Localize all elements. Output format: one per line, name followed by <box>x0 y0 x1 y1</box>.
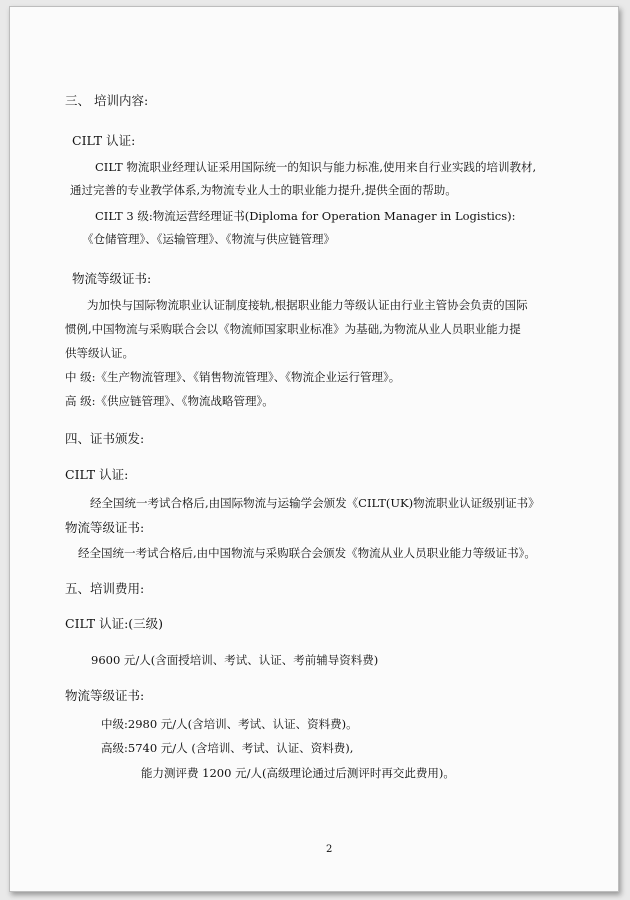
section3-cilt-label: CILT 认证: <box>72 133 136 148</box>
section5-grade-label: 物流等级证书: <box>65 688 145 703</box>
section4-cilt-text: 经全国统一考试合格后,由国际物流与运输学会颁发《CILT(UK)物流职业认证级别证书》 <box>90 496 540 510</box>
section5-heading: 五、培训费用: <box>65 581 145 596</box>
section3-cilt-desc-1: CILT 物流职业经理认证采用国际统一的知识与能力标准,使用来自行业实践的培训教材, <box>95 160 537 174</box>
section3-grade-desc-3: 供等级认证。 <box>65 346 134 360</box>
section4-grade-text: 经全国统一考试合格后,由中国物流与采购联合会颁发《物流从业人员职业能力等级证书》。 <box>78 546 536 560</box>
section5-cilt-fee: 9600 元/人(含面授培训、考试、认证、考前辅导资料费) <box>91 653 379 667</box>
section3-intermediate: 中 级:《生产物流管理》、《销售物流管理》、《物流企业运行管理》。 <box>65 370 401 384</box>
section5-intermediate-fee: 中级:2980 元/人(含培训、考试、认证、资料费)。 <box>101 717 358 731</box>
section3-cilt-desc-2: 通过完善的专业教学体系,为物流专业人士的职业能力提升,提供全面的帮助。 <box>70 183 457 197</box>
document-page <box>9 6 619 892</box>
section3-cilt-courses: 《仓储管理》、《运输管理》、《物流与供应链管理》 <box>82 232 335 246</box>
section3-grade-label: 物流等级证书: <box>72 271 152 286</box>
section3-advanced: 高 级:《供应链管理》、《物流战略管理》。 <box>65 394 274 408</box>
section3-cilt-level3: CILT 3 级:物流运营经理证书(Diploma for Operation Manager in Logistics): <box>95 209 516 223</box>
section5-assessment-fee: 能力测评费 1200 元/人(高级理论通过后测评时再交此费用)。 <box>141 766 455 780</box>
section4-cilt-label: CILT 认证: <box>65 467 129 482</box>
section4-heading: 四、证书颁发: <box>65 431 145 446</box>
section3-heading: 三、 培训内容: <box>65 93 149 108</box>
section4-grade-label: 物流等级证书: <box>65 520 145 535</box>
section3-grade-desc-2: 惯例,中国物流与采购联合会以《物流师国家职业标准》为基础,为物流从业人员职业能力提 <box>65 322 521 336</box>
section5-advanced-fee: 高级:5740 元/人 (含培训、考试、认证、资料费), <box>101 741 354 755</box>
section3-grade-desc-1: 为加快与国际物流职业认证制度接轨,根据职业能力等级认证由行业主管协会负责的国际 <box>87 298 528 312</box>
section5-cilt-label: CILT 认证:(三级) <box>65 616 164 631</box>
page-number: 2 <box>326 844 333 855</box>
